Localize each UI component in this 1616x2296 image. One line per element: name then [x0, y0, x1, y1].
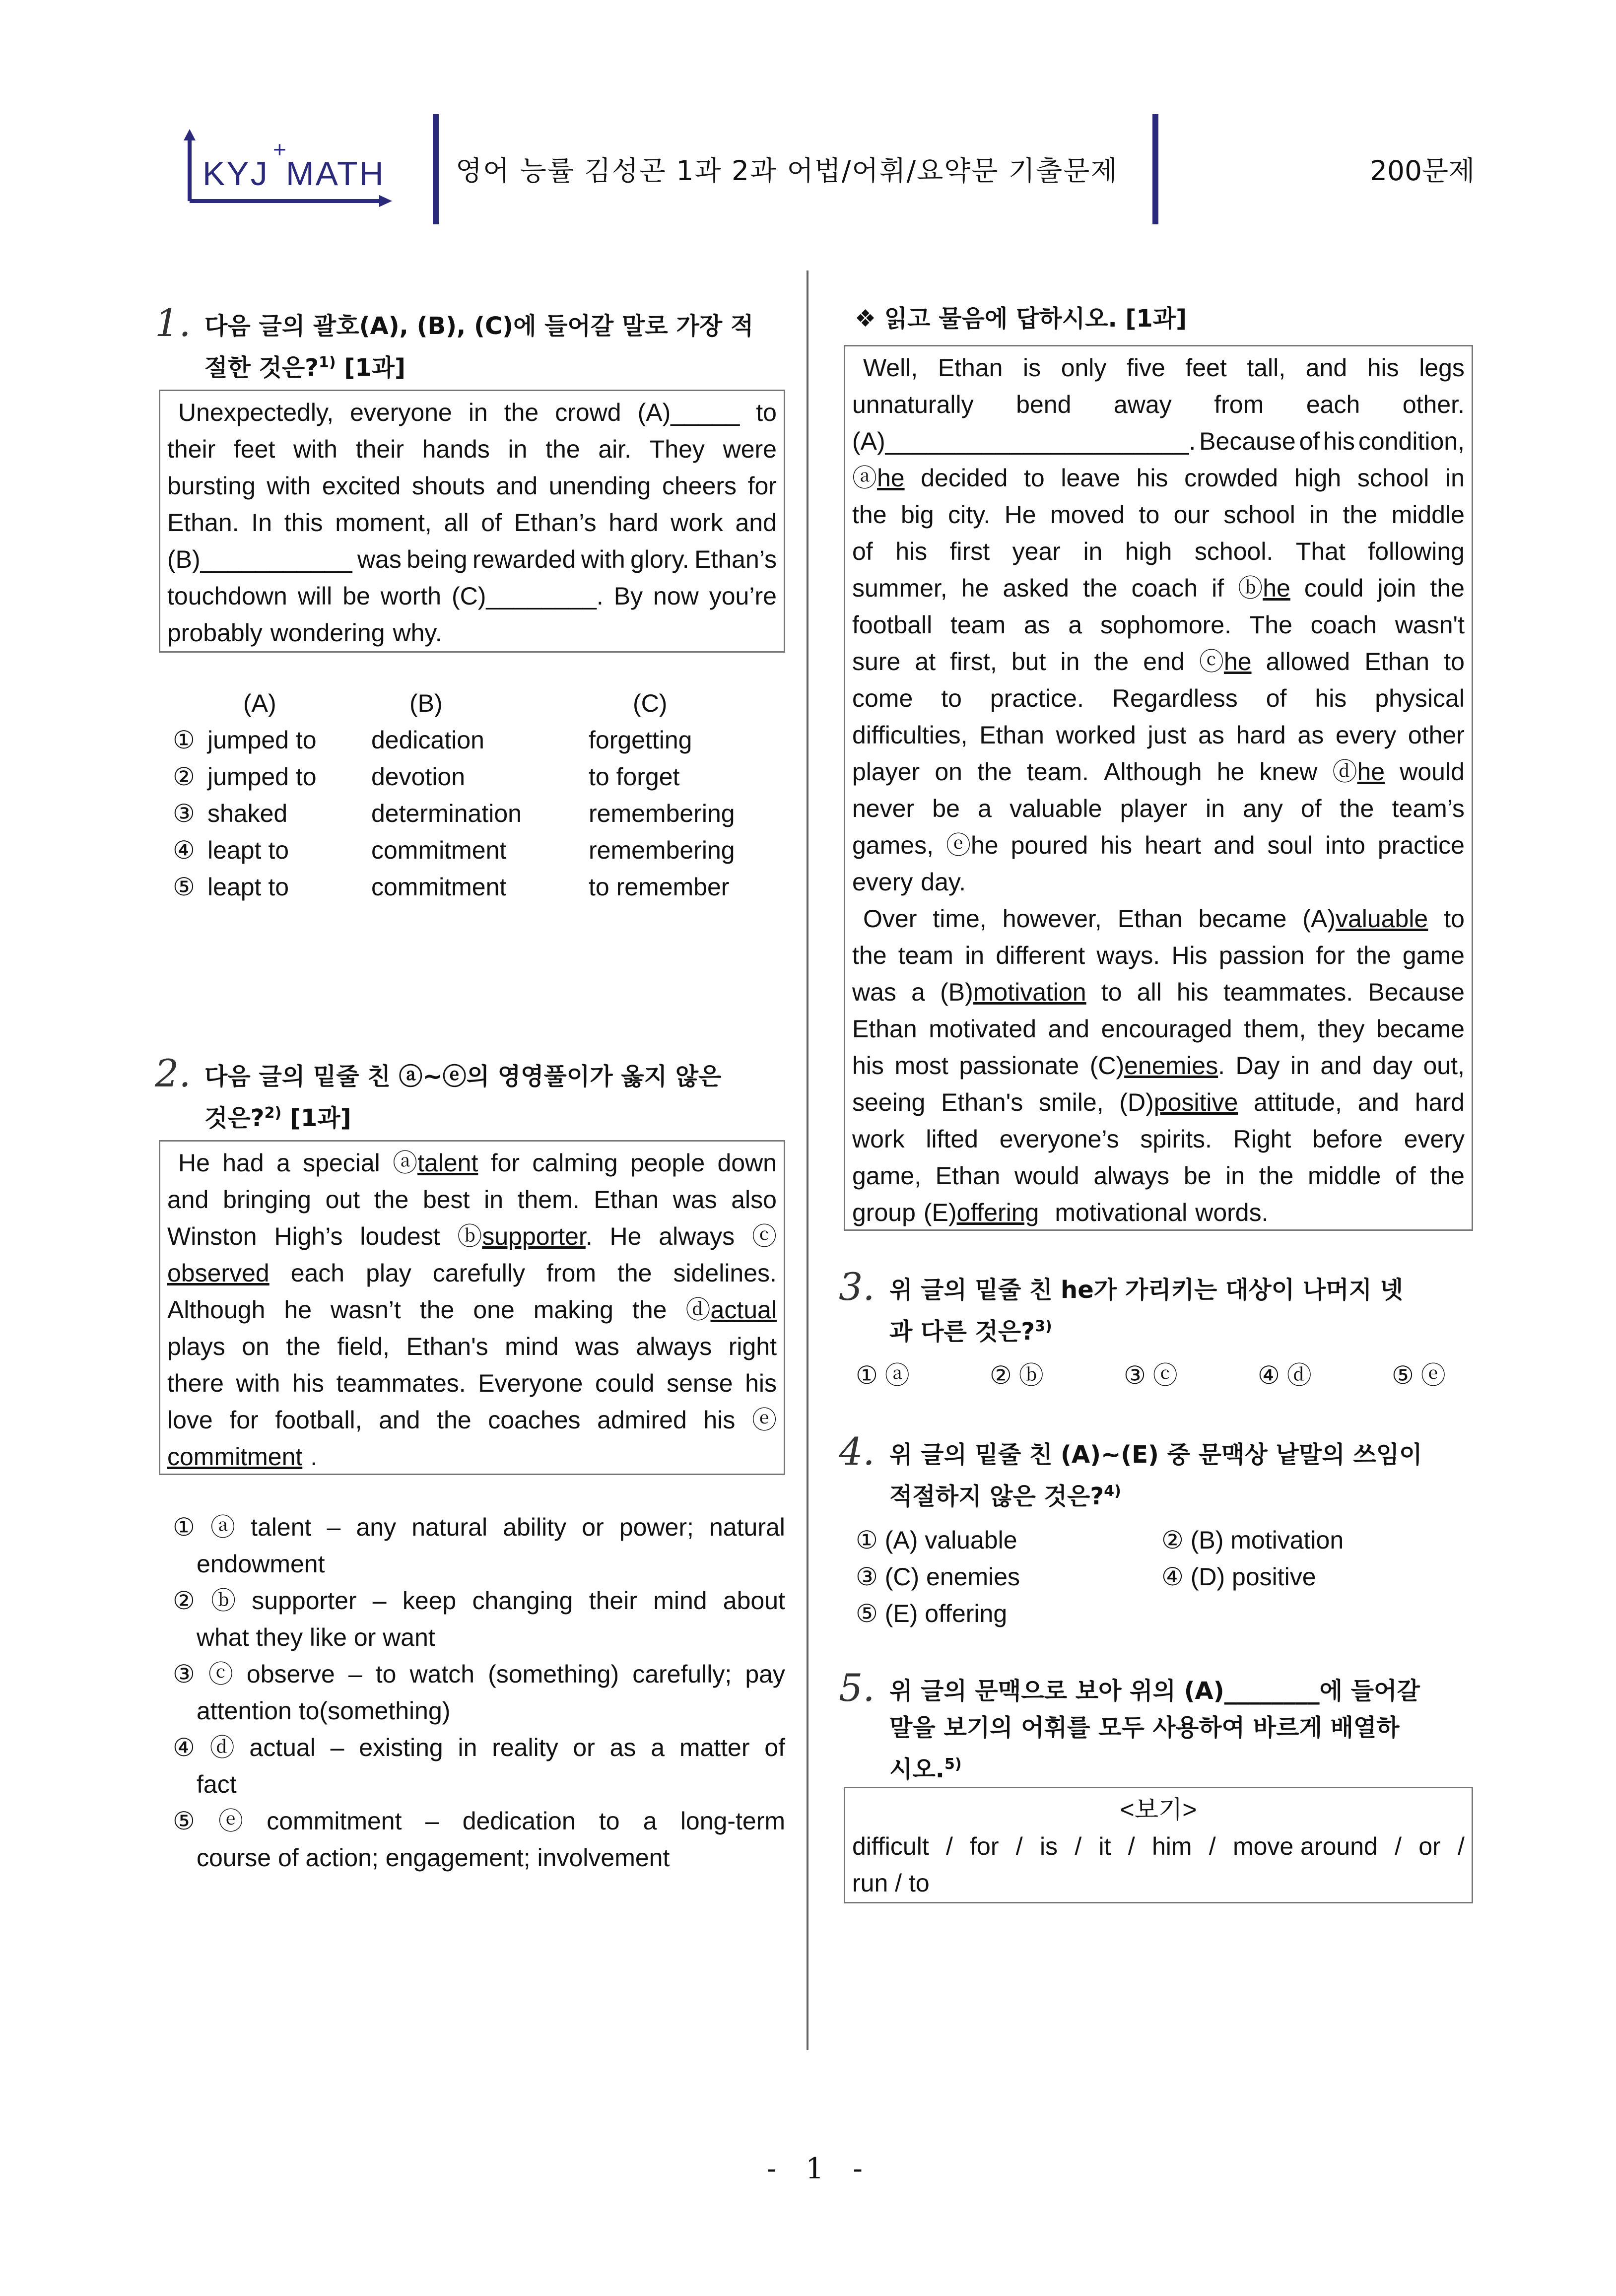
q5-box-title: <보기> — [1120, 1796, 1197, 1823]
q2-option-line1: ⑤ ⓔ commitment – dedication to a long-term — [173, 1807, 785, 1835]
q2-option-line2: course of action; engagement; involvement — [197, 1844, 670, 1872]
q1-option-cell: jumped to — [207, 726, 317, 754]
q5-prompt-line1: 위 글의 문맥으로 보아 위의 (A)________에 들어갈 — [889, 1677, 1420, 1705]
q3-prompt-line1: 위 글의 밑줄 친 he가 가리키는 대상이 나머지 넷 — [889, 1276, 1404, 1304]
kyj-math-logo — [179, 127, 397, 213]
q2-number: 2. — [155, 1051, 191, 1095]
q1-option-cell: remembering — [589, 800, 735, 827]
reading-passage-line: Well, Ethan is only five feet tall, and his legs — [863, 354, 1465, 382]
q4-option-5: ⑤ (E) offering — [856, 1600, 1008, 1627]
q1-column-headers — [159, 685, 784, 722]
q1-prompt — [204, 308, 785, 386]
q5-box-words-line2: run / to — [852, 1869, 930, 1897]
reading-passage-line: difficulties, Ethan worked just as hard as every other — [852, 721, 1465, 749]
reading-passage-line: sure at first, but in the end ⓒhe allowed Ethan to — [852, 648, 1465, 675]
q1-option-cell: leapt to — [207, 873, 289, 901]
reading-header: ❖ 읽고 물음에 답하시오. [1과] — [855, 305, 1187, 333]
q2-passage-line: Winston High’s loudest ⓑsupporter. He always ⓒ — [167, 1222, 777, 1250]
q2-passage-line: commitment . — [167, 1443, 318, 1471]
q5-number: 5. — [839, 1666, 875, 1710]
q4-prompt — [889, 1436, 1470, 1515]
q2-prompt-line2: 것은?$^{2)}$ [1과] — [204, 1104, 351, 1132]
reading-passage-line: summer, he asked the coach if ⓑhe could join the — [852, 574, 1465, 602]
reading-passage-line: player on the team. Although he knew ⓓhe would — [852, 758, 1465, 786]
q1-option-cell: ④ — [173, 836, 195, 864]
svg-text:MATH: MATH — [286, 155, 385, 193]
reading-passage-line: football team as a sophomore. The coach wasn't — [852, 611, 1465, 639]
q1-col-a: (A) — [243, 689, 276, 717]
reading-passage-line: group (E)offering motivational words. — [852, 1199, 1269, 1226]
reading-passage-line: Ethan motivated and encouraged them, they became — [852, 1015, 1465, 1043]
q1-option-cell: dedication — [371, 726, 484, 754]
reading-passage-line: every day. — [852, 868, 966, 896]
q1-passage-line: their feet with their hands in the air. They were — [167, 435, 777, 463]
header-divider-left — [433, 114, 439, 224]
reading-passage-line: come to practice. Regardless of his physical — [852, 684, 1465, 712]
q2-option-line2: fact — [197, 1770, 237, 1798]
q1-option-cell: determination — [371, 800, 522, 827]
q5-prompt-line2: 말을 보기의 어휘를 모두 사용하여 바르게 배열하 — [889, 1714, 1400, 1742]
q2-passage-box — [159, 1140, 785, 1475]
q1-option-cell: commitment — [371, 836, 507, 864]
q2-prompt-line1: 다음 글의 밑줄 친 ⓐ~ⓔ의 영영풀이가 옳지 않은 — [204, 1063, 722, 1090]
reading-passage-line: Over time, however, Ethan became (A)valuable to — [863, 905, 1465, 933]
q1-option-cell: ① — [173, 726, 195, 754]
q3-option: ② ⓑ — [990, 1361, 1044, 1389]
q2-option — [173, 1803, 785, 1876]
q1-passage-line: Ethan. In this moment, all of Ethan’s hard work and — [167, 509, 777, 537]
header-divider-right — [1152, 114, 1158, 224]
q1-prompt-line1: 다음 글의 괄호(A), (B), (C)에 들어갈 말로 가장 적 — [204, 312, 754, 340]
q5-word-box — [844, 1787, 1473, 1903]
q4-option-2: ② (B) motivation — [1161, 1526, 1344, 1554]
q4-prompt-line1: 위 글의 밑줄 친 (A)~(E) 중 문맥상 낱말의 쓰임이 — [889, 1441, 1422, 1469]
q2-option — [173, 1656, 785, 1729]
q2-option-line1: ④ ⓓ actual – existing in reality or as a matter of — [173, 1734, 785, 1761]
q5-prompt — [889, 1673, 1470, 1788]
q3-prompt-line2: 과 다른 것은?$^{3)}$ — [889, 1318, 1052, 1346]
q2-option-line2: attention to(something) — [197, 1697, 451, 1725]
page-title: 영어 능률 김성곤 1과 2과 어법/어휘/요약문 기출문제 — [456, 155, 1118, 187]
q1-passage-box — [159, 390, 785, 653]
svg-text:KYJ: KYJ — [202, 155, 269, 193]
reading-passage-line: was a (B)motivation to all his teammates. Because — [852, 978, 1465, 1006]
q1-passage-line: (B)___________ was being rewarded with glory. Ethan’s — [167, 545, 777, 573]
q1-option-cell: shaked — [207, 800, 288, 827]
q2-passage-line: observed each play carefully from the sidelines. — [167, 1259, 777, 1287]
reading-passage-line: of his first year in high school. That following — [852, 538, 1465, 565]
q4-number: 4. — [839, 1429, 875, 1474]
q3-option: ⑤ ⓔ — [1392, 1361, 1446, 1389]
q3-option: ③ ⓒ — [1124, 1361, 1178, 1389]
q1-option-cell: to remember — [589, 873, 730, 901]
page-number: - 1 - — [767, 2152, 873, 2185]
reading-passage-line: his most passionate (C)enemies. Day in and day out, — [852, 1052, 1465, 1080]
q1-option-cell: to forget — [589, 763, 680, 791]
q5-prompt-line3: 시오.$^{5)}$ — [889, 1756, 962, 1783]
reading-passage-line: ⓐhe decided to leave his crowded high school in — [852, 464, 1465, 492]
q3-prompt — [889, 1272, 1470, 1350]
q2-passage-line: He had a special ⓐtalent for calming people down — [178, 1149, 777, 1177]
reading-passage-line: game, Ethan would always be in the middle of the — [852, 1162, 1465, 1190]
q2-passage-line: Although he wasn’t the one making the ⓓactual — [167, 1296, 777, 1324]
q1-option-cell: ② — [173, 763, 195, 791]
q2-option-line1: ① ⓐ talent – any natural ability or power; natural — [173, 1513, 785, 1541]
q1-option-row — [173, 832, 788, 869]
q2-passage-line: plays on the field, Ethan's mind was always right — [167, 1333, 777, 1360]
q1-passage-line: probably wondering why. — [167, 619, 442, 647]
q2-passage-line: and bringing out the best in them. Ethan was also — [167, 1186, 777, 1214]
q2-option — [173, 1582, 785, 1656]
q2-option-line1: ② ⓑ supporter – keep changing their mind about — [173, 1587, 785, 1615]
q1-prompt-line2: 절한 것은?$^{1)}$ [1과] — [204, 354, 405, 382]
q1-option-row — [173, 758, 788, 795]
q3-option: ① ⓐ — [856, 1361, 910, 1389]
q4-option-1: ① (A) valuable — [856, 1526, 1017, 1554]
q2-option-line1: ③ ⓒ observe – to watch (something) carefully; pay — [173, 1660, 785, 1688]
q1-option-cell: ⑤ — [173, 873, 195, 901]
q1-option-row — [173, 722, 788, 758]
reading-passage-line: the big city. He moved to our school in the middle — [852, 501, 1465, 529]
reading-passage-line: games, ⓔhe poured his heart and soul into practice — [852, 831, 1465, 859]
q1-option-cell: jumped to — [207, 763, 317, 791]
q2-prompt — [204, 1058, 785, 1137]
q1-option-cell: remembering — [589, 836, 735, 864]
question-count: 200문제 — [1370, 155, 1475, 187]
q1-option-cell: ③ — [173, 800, 195, 827]
svg-text:+: + — [273, 136, 286, 162]
q1-option-cell: commitment — [371, 873, 507, 901]
q2-option — [173, 1729, 785, 1803]
reading-passage-line: (A)______________________. Because of his condition, — [852, 427, 1465, 455]
q3-number: 3. — [839, 1265, 875, 1309]
q4-prompt-line2: 적절하지 않은 것은?$^{4)}$ — [889, 1483, 1121, 1510]
q1-col-c: (C) — [633, 689, 668, 717]
q3-option: ④ ⓓ — [1258, 1361, 1312, 1389]
q1-option-cell: leapt to — [207, 836, 289, 864]
q2-option-line2: what they like or want — [197, 1623, 435, 1651]
q1-passage-line: bursting with excited shouts and unending cheers for — [167, 472, 777, 500]
q2-option — [173, 1509, 785, 1582]
q1-passage-line: Unexpectedly, everyone in the crowd (A)_____ to — [178, 399, 777, 426]
reading-passage-line: the team in different ways. His passion for the game — [852, 942, 1465, 969]
reading-passage-line: seeing Ethan's smile, (D)positive attitude, and hard — [852, 1088, 1465, 1116]
column-divider — [807, 270, 808, 2050]
reading-passage-box — [844, 345, 1473, 1231]
q2-passage-line: love for football, and the coaches admired his ⓔ — [167, 1406, 777, 1434]
reading-passage-line: never be a valuable player in any of the team’s — [852, 795, 1465, 822]
q4-option-4: ④ (D) positive — [1161, 1563, 1316, 1591]
q1-option-row — [173, 869, 788, 905]
q1-option-cell: devotion — [371, 763, 466, 791]
q5-box-words-line1: difficult / for / is / it / him / move around / or / — [852, 1832, 1465, 1860]
q1-option-row — [173, 795, 788, 832]
reading-passage-line: work lifted everyone’s spirits. Right before every — [852, 1125, 1465, 1153]
q1-col-b: (B) — [409, 689, 443, 717]
q1-number: 1. — [155, 301, 191, 345]
q3-options — [856, 1357, 1471, 1394]
reading-passage-line: unnaturally bend away from each other. — [852, 391, 1465, 418]
q2-passage-line: there with his teammates. Everyone could sense his — [167, 1369, 777, 1397]
q2-option-line2: endowment — [197, 1550, 325, 1578]
q1-option-cell: forgetting — [589, 726, 692, 754]
q1-passage-line: touchdown will be worth (C)________. By now you’re — [167, 582, 777, 610]
q4-option-3: ③ (C) enemies — [856, 1563, 1020, 1591]
